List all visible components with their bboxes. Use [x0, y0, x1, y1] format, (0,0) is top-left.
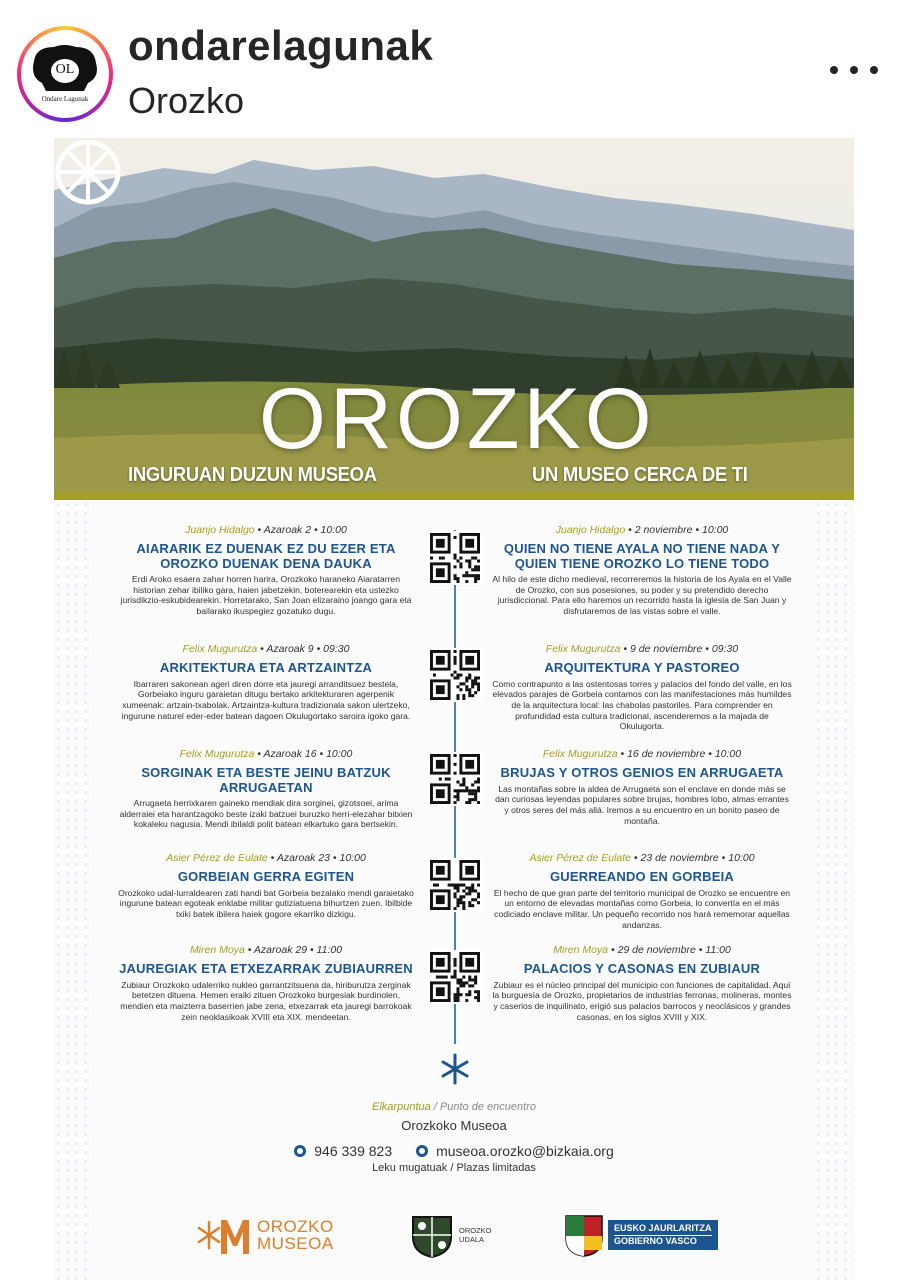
event-when: 29 de noviembre • 11:00	[617, 944, 731, 956]
event-title: GORBEIAN GERRA EGITEN	[177, 869, 355, 884]
avatar[interactable]	[17, 26, 113, 122]
qr-pattern-icon	[430, 952, 480, 1002]
eusko-jaurlaritza-logo	[564, 1212, 718, 1258]
wheel-emblem-icon	[54, 138, 122, 206]
event-when: 16 de noviembre • 10:00	[627, 748, 742, 760]
post-header	[0, 0, 907, 140]
meeting-label-spanish: Punto de encuentro	[439, 1101, 536, 1113]
event-when: Azaroak 16 • 10:00	[263, 748, 353, 760]
event-description: Como contrapunto a las ostentosas torres y palacios del fondo del valle, en los elevados parajes de Gorbeia contamos con las manifestaciones más humildes de la arquitectura local: las chabolas pastoriles. Para comprender en profundidad esta cultura tradicional, ascenderemos a la majada de Okulugorta.	[492, 678, 792, 732]
qr-code	[428, 531, 482, 585]
museoa-logo-icon	[197, 1214, 251, 1256]
qr-code	[428, 648, 482, 702]
event-title: QUIEN NO TIENE AYALA NO TIENE NADA Y QUIEN TIENE OROZKO LO TIENE TODO	[503, 541, 781, 571]
qr-pattern-icon	[430, 860, 480, 910]
event-speaker: Juanjo Hidalgo	[185, 524, 255, 536]
qr-pattern-icon	[430, 650, 480, 700]
event-2-basque	[116, 643, 416, 721]
coat-of-arms-icon	[409, 1211, 455, 1259]
event-3-spanish	[492, 748, 792, 826]
hero-subtitle-spanish: UN MUSEO CERCA DE TI	[532, 464, 748, 486]
event-when: Azaroak 2 • 10:00	[263, 524, 347, 536]
limited-places-note: Leku mugatuak / Plazas limitadas	[372, 1162, 536, 1174]
qr-code	[428, 752, 482, 806]
meeting-separator: /	[430, 1101, 440, 1113]
qr-pattern-icon	[430, 754, 480, 804]
event-1-spanish	[492, 524, 792, 617]
museoa-logo-line1: OROZKO	[257, 1217, 334, 1236]
avatar-initials: OL	[55, 62, 75, 77]
username-link[interactable]: ondarelagunak	[128, 22, 434, 69]
event-title: SORGINAK ETA BESTE JEINU BATZUK ARRUGAETAN	[141, 765, 391, 795]
event-speaker: Miren Moya	[189, 944, 245, 956]
event-description: Zubiaur es el núcleo principal del municipio con funciones de capitalidad. Aquí la burguesía de Orozko, propietarios de industrias ferronas, molineras, montes y caserios de inquilinato, erigió sus palacios barrocos y neoclásicos y grandes casonas, en los siglos XVIII y XIX.	[492, 979, 792, 1022]
event-title: JAUREGIAK ETA ETXEZARRAK ZUBIAURREN	[119, 961, 413, 976]
event-4-spanish	[492, 852, 792, 930]
hero-landscape	[54, 138, 854, 500]
event-speaker: Felix Mugurutza	[179, 748, 255, 760]
event-title: ARQUITEKTURA Y PASTOREO	[544, 660, 740, 675]
post-image[interactable]	[54, 138, 854, 1280]
dot-icon	[830, 66, 838, 74]
email-icon	[416, 1145, 428, 1157]
event-meta: Felix Mugurutza • 9 de noviembre • 09:30	[545, 643, 739, 655]
event-when: 9 de noviembre • 09:30	[630, 643, 739, 655]
gov-logo-line1: EUSKO JAURLARITZA	[614, 1223, 712, 1235]
email-address: museoa.orozko@bizkaia.org	[436, 1143, 614, 1159]
event-description: Las montañas sobre la aldea de Arrugaeta son el enclave en donde más se dan curiosas leyendas populares sobre brujas, hombres lobo, almas errantes y otros seres del más allá. Iremos a su encuentro en un bonito paseo de montaña.	[495, 783, 789, 826]
udala-logo-line2: UDALA	[459, 1235, 485, 1244]
avatar-image	[21, 30, 109, 118]
event-meta: Asier Pérez de Eulate • 23 de noviembre • 10:00	[529, 852, 755, 864]
event-speaker: Felix Mugurutza	[542, 748, 618, 760]
event-description: Zubiaur Orozkoko udalerriko nukleo garrantzitsuena da, hiriburutza zerginak betetzen dituena. Hemen eraiki zituen Orozkoko burgesiak burdinolen, mendien eta maizterra baserrien jabe zena, etxezarrak eta jauregi barrokoak zein neoklasikoak XVIII eta XIX. mendeetan.	[120, 979, 412, 1022]
event-title: PALACIOS Y CASONAS EN ZUBIAUR	[523, 961, 761, 976]
event-description: Arrugaeta herrixkaren gaineko mendiak dira sorginei, gizotsoei, arima alderraiei eta harantzagoko beste izaki batzuei buruzko herri-elezahar bitxien kokaleku nagusia. Mendi ibilaldi polit batean elkartuko gara bertsekin.	[119, 798, 413, 830]
udala-logo-line1: OROZKO	[459, 1226, 492, 1235]
event-5-basque	[116, 944, 416, 1022]
event-meta: Felix Mugurutza • Azaroak 9 • 09:30	[182, 643, 350, 655]
event-when: 23 de noviembre • 10:00	[640, 852, 755, 864]
more-options-button[interactable]	[830, 58, 878, 82]
qr-pattern-icon	[430, 533, 480, 583]
orozko-udala-logo	[409, 1210, 492, 1260]
event-meta: Felix Mugurutza • 16 de noviembre • 10:00	[542, 748, 742, 760]
event-speaker: Juanjo Hidalgo	[555, 524, 626, 536]
event-1-basque	[116, 524, 416, 617]
orozko-museoa-logo	[197, 1212, 334, 1258]
event-5-spanish	[492, 944, 792, 1022]
event-speaker: Asier Pérez de Eulate	[166, 852, 268, 864]
event-when: Azaroak 9 • 09:30	[266, 643, 350, 655]
asterisk-icon	[438, 1052, 472, 1086]
phone-number: 946 339 823	[314, 1143, 393, 1159]
dot-icon	[870, 66, 878, 74]
event-meta: Juanjo Hidalgo • 2 noviembre • 10:00	[555, 524, 729, 536]
event-when: Azaroak 23 • 10:00	[276, 852, 366, 864]
phone-icon	[294, 1145, 306, 1157]
contact-row	[54, 1143, 854, 1159]
qr-code	[428, 858, 482, 912]
event-speaker: Miren Moya	[553, 944, 609, 956]
event-meta: Juanjo Hidalgo • Azaroak 2 • 10:00	[185, 524, 347, 536]
event-title: GUERREANDO EN GORBEIA	[549, 869, 735, 884]
olive-band	[54, 492, 854, 500]
hero-subtitle-basque: INGURUAN DUZUN MUSEOA	[128, 464, 377, 486]
event-description: Al hilo de este dicho medieval, recorreremos la historia de los Ayala en el Valle de Orozko, con sus posesiones, su poder y su pretendido derecho jurisdiccional. Para ello haremos un recorrido hasta la iglesia de San Juan y disfrutaremos de las vistas sobre el valle.	[492, 574, 792, 617]
event-title: AIARARIK EZ DUENAK EZ DU EZER ETA OROZKO DUENAK DENA DAUKA	[136, 541, 396, 571]
event-2-spanish	[492, 643, 792, 732]
location-link[interactable]: Orozko	[128, 80, 245, 121]
event-meta: Felix Mugurutza • Azaroak 16 • 10:00	[179, 748, 353, 760]
event-description: Ibarraren sakonean ageri diren dorre eta jauregi arranditsuez bestela, Gorbeiako inguru garaietan ditugu bertako arkitekturaren agerpenik xumeenak: artzain-txabolak. Artzaintza-kultura tradizionala sakon ulertzeko, ingurune naturel eder-eder batean dagoen Okulugortako saroira igoko gara.	[121, 678, 411, 721]
meeting-place: Orozkoko Museoa	[401, 1118, 507, 1133]
event-description: El hecho de que gran parte del territorio municipal de Orozko se encuentre en un entorno de elevadas montañas como Gorbeia, lo convertía en el más codiciado enclave militar. Un pequeño recorrido nos hará rememorar aquellas andanzas.	[493, 887, 791, 930]
avatar-caption: Ondare Lagunak	[41, 95, 89, 103]
gov-logo-line2: GOBIERNO VASCO	[614, 1235, 697, 1246]
poster-title: OROZKO	[259, 371, 656, 467]
basque-government-shield-icon	[564, 1212, 604, 1258]
event-title: BRUJAS Y OTROS GENIOS EN ARRUGAETA	[500, 765, 784, 780]
event-when: 2 noviembre • 10:00	[634, 524, 729, 536]
museoa-logo-line2: MUSEOA	[257, 1234, 334, 1253]
event-speaker: Felix Mugurutza	[182, 643, 258, 655]
meeting-label-basque: Elkarpuntua	[372, 1101, 431, 1113]
event-speaker: Felix Mugurutza	[545, 643, 621, 655]
event-description: Erdi Aroko esaera zahar horren harira, Orozkoko haraneko Aiaratarren historian zehar ibiliko gara, haien jabetzekin, boterearekin eta ustezko jurisdikzio-eskubidearekin. Horretarako, San Joan elizaraino joango gara eta bailarako ikuspegiez gozatuko dugu.	[120, 574, 412, 617]
event-title: ARKITEKTURA ETA ARTZAINTZA	[159, 660, 373, 675]
event-3-basque	[116, 748, 416, 830]
event-when: Azaroak 29 • 11:00	[253, 944, 343, 956]
event-speaker: Asier Pérez de Eulate	[529, 852, 632, 864]
qr-code	[428, 950, 482, 1004]
dot-icon	[850, 66, 858, 74]
event-description: Orozkoko udal-lurraldearen zati handi bat Gorbeia bezalako mendi garaietako ingurune batean egoteak enklabe militar gutiziatuena bihurtzen zuen. Ibilbide txiki batek ibilera haiek gogore ekarriko dizkigu.	[118, 887, 414, 919]
event-meta: Miren Moya • Azaroak 29 • 11:00	[189, 944, 343, 956]
event-meta: Miren Moya • 29 de noviembre • 11:00	[553, 944, 731, 956]
meeting-label	[54, 1101, 854, 1113]
event-meta: Asier Pérez de Eulate • Azaroak 23 • 10:00	[166, 852, 366, 864]
event-4-basque	[116, 852, 416, 920]
